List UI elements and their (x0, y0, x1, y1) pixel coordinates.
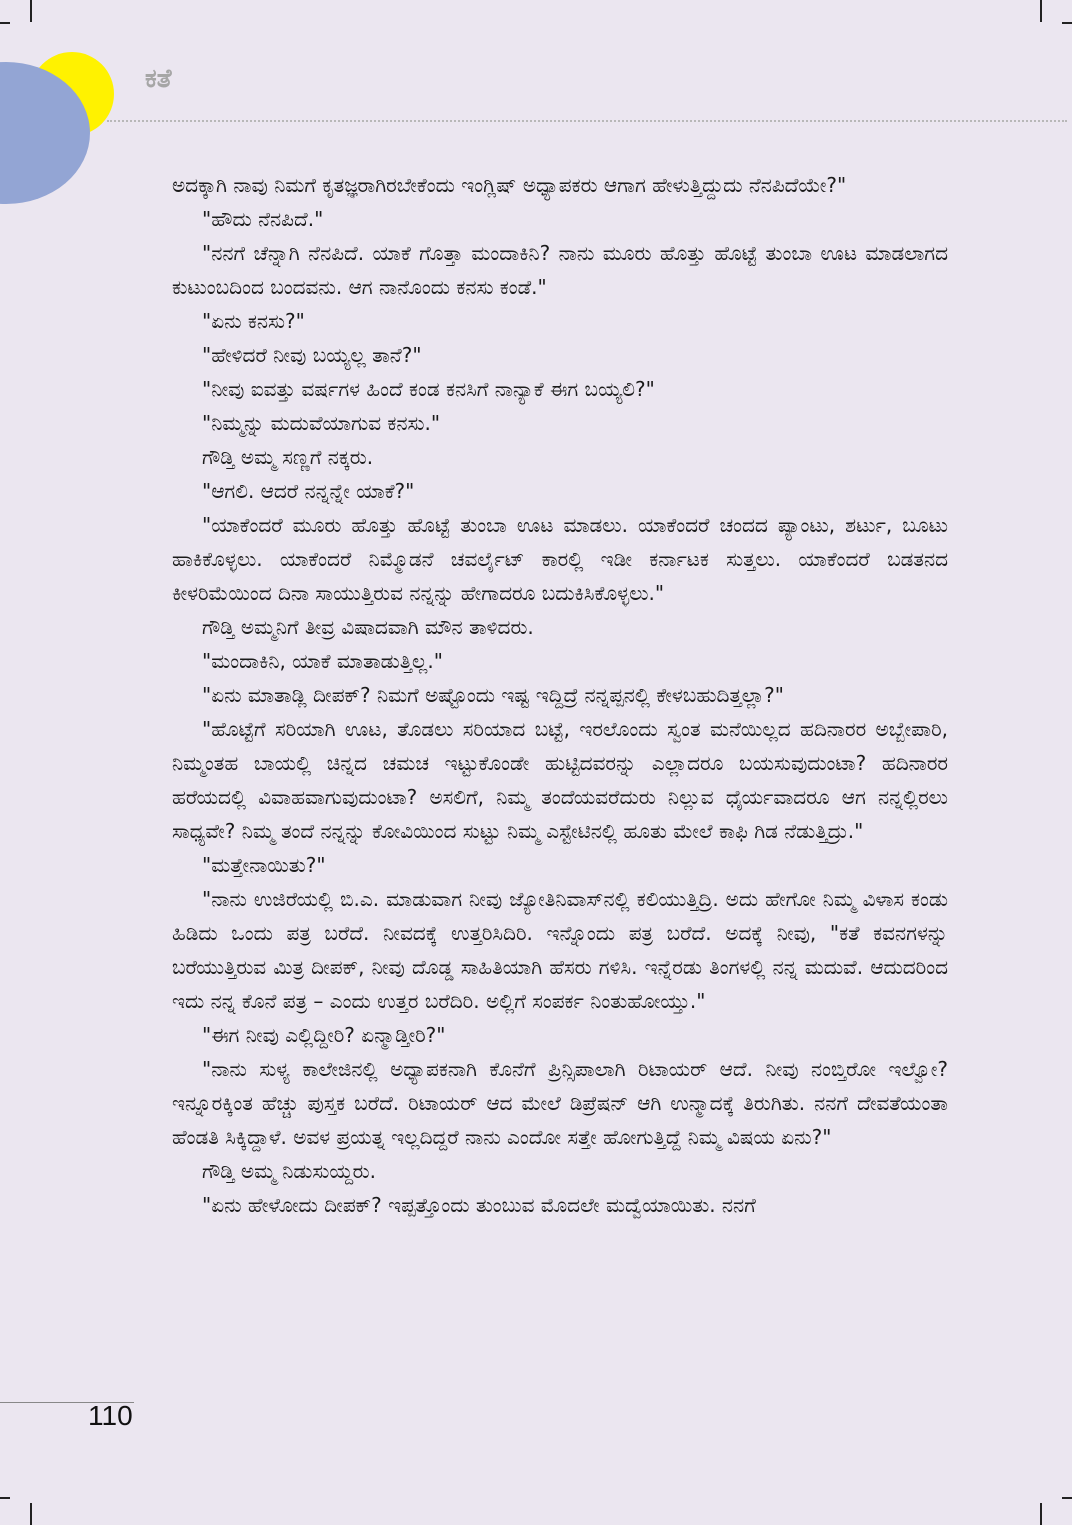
crop-mark-right-lower (1062, 1497, 1072, 1499)
story-text (172, 168, 948, 1222)
page-number: 110 (88, 1400, 133, 1431)
paragraph: "ನಾನು ಸುಳ್ಯ ಕಾಲೇಜಿನಲ್ಲಿ ಅಧ್ಯಾಪಕನಾಗಿ ಕೊನೆಗೆ ಪ್ರಿನ್ಸಿಪಾಲಾಗಿ ರಿಟಾಯರ್ ಆದೆ. ನೀವು ನಂಬ್ತಿರೋ ಇಲ್ವೋ? ಇನ್ನೂರಕ್ಕಿಂತ ಹೆಚ್ಚು ಪುಸ್ತಕ ಬರೆದೆ. ರಿಟಾಯರ್ ಆದ ಮೇಲೆ ಡಿಪ್ರೆಷನ್ ಆಗಿ ಉನ್ಮಾದಕ್ಕೆ ತಿರುಗಿತು. ನನಗೆ ದೇವತೆಯಂತಾ ಹೆಂಡತಿ ಸಿಕ್ಕಿದ್ದಾಳೆ. ಅವಳ ಪ್ರಯತ್ನ ಇಲ್ಲದಿದ್ದರೆ ನಾನು ಎಂದೋ ಸತ್ತೇ ಹೋಗುತ್ತಿದ್ದೆ ನಿಮ್ಮ ವಿಷಯ ಏನು?" (172, 1057, 948, 1149)
paragraph: "ಮತ್ತೇನಾಯಿತು?" (202, 853, 326, 877)
crop-mark-right-upper (1062, 22, 1072, 24)
paragraph: "ಯಾಕೆಂದರೆ ಮೂರು ಹೊತ್ತು ಹೊಟ್ಟೆ ತುಂಬಾ ಊಟ ಮಾಡಲು. ಯಾಕೆಂದರೆ ಚಂದದ ಪ್ಯಾಂಟು, ಶರ್ಟು, ಬೂಟು ಹಾಕಿಕೊಳ್ಳಲು. ಯಾಕೆಂದರೆ ನಿಮ್ಮೊಡನೆ ಚವರ್ಲೈಟ್ ಕಾರಲ್ಲಿ ಇಡೀ ಕರ್ನಾಟಕ ಸುತ್ತಲು. ಯಾಕೆಂದರೆ ಬಡತನದ ಕೀಳರಿಮೆಯಿಂದ ದಿನಾ ಸಾಯುತ್ತಿರುವ ನನ್ನನ್ನು ಹೇಗಾದರೂ ಬದುಕಿಸಿಕೊಳ್ಳಲು." (172, 513, 948, 605)
paragraph: "ಆಗಲಿ. ಆದರೆ ನನ್ನನ್ನೇ ಯಾಕೆ?" (202, 479, 415, 503)
crop-mark-bottom-left (30, 1503, 32, 1525)
paragraph: "ಏನು ಮಾತಾಡ್ಲಿ ದೀಪಕ್? ನಿಮಗೆ ಅಷ್ಟೊಂದು ಇಷ್ಟ ಇದ್ದಿದ್ರೆ ನನ್ನಪ್ಪನಲ್ಲಿ ಕೇಳಬಹುದಿತ್ತಲ್ಲಾ?" (202, 683, 784, 707)
crop-mark-top-left (30, 0, 32, 22)
paragraph: "ಈಗ ನೀವು ಎಲ್ಲಿದ್ದೀರಿ? ಏನ್ಮಾಡ್ತೀರಿ?" (202, 1023, 446, 1047)
paragraph: "ನನಗೆ ಚೆನ್ನಾಗಿ ನೆನಪಿದೆ. ಯಾಕೆ ಗೊತ್ತಾ ಮಂದಾಕಿನಿ? ನಾನು ಮೂರು ಹೊತ್ತು ಹೊಟ್ಟೆ ತುಂಬಾ ಊಟ ಮಾಡಲಾಗದ ಕುಟುಂಬದಿಂದ ಬಂದವನು. ಆಗ ನಾನೊಂದು ಕನಸು ಕಂಡೆ." (172, 241, 948, 299)
header-dotted-divider (107, 120, 1067, 122)
crop-mark-top-right (1040, 0, 1042, 22)
paragraph: "ಏನು ಹೇಳೋದು ದೀಪಕ್? ಇಪ್ಪತ್ತೊಂದು ತುಂಬುವ ಮೊದಲೇ ಮದ್ವೆಯಾಯಿತು. ನನಗೆ (202, 1193, 756, 1217)
paragraph: "ಮಂದಾಕಿನಿ, ಯಾಕೆ ಮಾತಾಡುತ್ತಿಲ್ಲ." (202, 649, 443, 673)
paragraph: ಗೌಡ್ತಿ ಅಮ್ಮನಿಗೆ ತೀವ್ರ ವಿಷಾದವಾಗಿ ಮೌನ ತಾಳಿದರು. (202, 615, 534, 639)
paragraph: "ಹೊಟ್ಟೆಗೆ ಸರಿಯಾಗಿ ಊಟ, ತೊಡಲು ಸರಿಯಾದ ಬಟ್ಟೆ, ಇರಲೊಂದು ಸ್ವಂತ ಮನೆಯಿಲ್ಲದ ಹದಿನಾರರ ಅಬ್ಬೇಪಾರಿ, ನಿಮ್ಮಂತಹ ಬಾಯಲ್ಲಿ ಚಿನ್ನದ ಚಮಚ ಇಟ್ಟುಕೊಂಡೇ ಹುಟ್ಟಿದವರನ್ನು ಎಲ್ಲಾದರೂ ಬಯಸುವುದುಂಟಾ? ಹದಿನಾರರ ಹರೆಯದಲ್ಲಿ ವಿವಾಹವಾಗುವುದುಂಟಾ? ಅಸಲಿಗೆ, ನಿಮ್ಮ ತಂದೆಯವರೆದುರು ನಿಲ್ಲುವ ಧೈರ್ಯವಾದರೂ ಆಗ ನನ್ನಲ್ಲಿರಲು ಸಾಧ್ಯವೇ? ನಿಮ್ಮ ತಂದೆ ನನ್ನನ್ನು ಕೋವಿಯಿಂದ ಸುಟ್ಟು ನಿಮ್ಮ ಎಸ್ಟೇಟಿನಲ್ಲಿ ಹೂತು ಮೇಲೆ ಕಾಫಿ ಗಿಡ ನೆಡುತ್ತಿದ್ರು." (172, 717, 948, 843)
crop-mark-left-upper (0, 22, 10, 24)
crop-mark-left-lower (0, 1497, 10, 1499)
paragraph: "ನಿಮ್ಮನ್ನು ಮದುವೆಯಾಗುವ ಕನಸು." (202, 411, 441, 435)
paragraph: "ಹೇಳಿದರೆ ನೀವು ಬಯ್ಯಲ್ಲ ತಾನೆ?" (202, 343, 422, 367)
paragraph: ಗೌಡ್ತಿ ಅಮ್ಮ ನಿಡುಸುಯ್ದರು. (202, 1159, 376, 1183)
paragraph: ಗೌಡ್ತಿ ಅಮ್ಮ ಸಣ್ಣಗೆ ನಕ್ಕರು. (202, 445, 374, 469)
paragraph: ಅದಕ್ಕಾಗಿ ನಾವು ನಿಮಗೆ ಕೃತಜ್ಞರಾಗಿರಬೇಕೆಂದು ಇಂಗ್ಲಿಷ್ ಅಧ್ಯಾಪಕರು ಆಗಾಗ ಹೇಳುತ್ತಿದ್ದುದು ನೆನಪಿದೆಯೇ?" (172, 173, 847, 197)
paragraph: "ಹೌದು ನೆನಪಿದೆ." (202, 207, 324, 231)
crop-mark-bottom-right (1040, 1503, 1042, 1525)
paragraph: "ಏನು ಕನಸು?" (202, 309, 305, 333)
section-title: ಕತೆ (145, 64, 172, 94)
paragraph: "ನಾನು ಉಜಿರೆಯಲ್ಲಿ ಬಿ.ಎ. ಮಾಡುವಾಗ ನೀವು ಜ್ಯೋತಿನಿವಾಸ್‌ನಲ್ಲಿ ಕಲಿಯುತ್ತಿದ್ರಿ. ಅದು ಹೇಗೋ ನಿಮ್ಮ ವಿಳಾಸ ಕಂಡು ಹಿಡಿದು ಒಂದು ಪತ್ರ ಬರೆದೆ. ನೀವದಕ್ಕೆ ಉತ್ತರಿಸಿದಿರಿ. ಇನ್ನೊಂದು ಪತ್ರ ಬರೆದೆ. ಅದಕ್ಕೆ ನೀವು, "ಕತೆ ಕವನಗಳನ್ನು ಬರೆಯುತ್ತಿರುವ ಮಿತ್ರ ದೀಪಕ್, ನೀವು ದೊಡ್ಡ ಸಾಹಿತಿಯಾಗಿ ಹೆಸರು ಗಳಿಸಿ. ಇನ್ನೆರಡು ತಿಂಗಳಲ್ಲಿ ನನ್ನ ಮದುವೆ. ಆದುದರಿಂದ ಇದು ನನ್ನ ಕೊನೆ ಪತ್ರ – ಎಂದು ಉತ್ತರ ಬರೆದಿರಿ. ಅಲ್ಲಿಗೆ ಸಂಪರ್ಕ ನಿಂತುಹೋಯ್ತು." (172, 887, 948, 1013)
paragraph: "ನೀವು ಐವತ್ತು ವರ್ಷಗಳ ಹಿಂದೆ ಕಂಡ ಕನಸಿಗೆ ನಾನ್ಯಾಕೆ ಈಗ ಬಯ್ಯಲಿ?" (202, 377, 655, 401)
